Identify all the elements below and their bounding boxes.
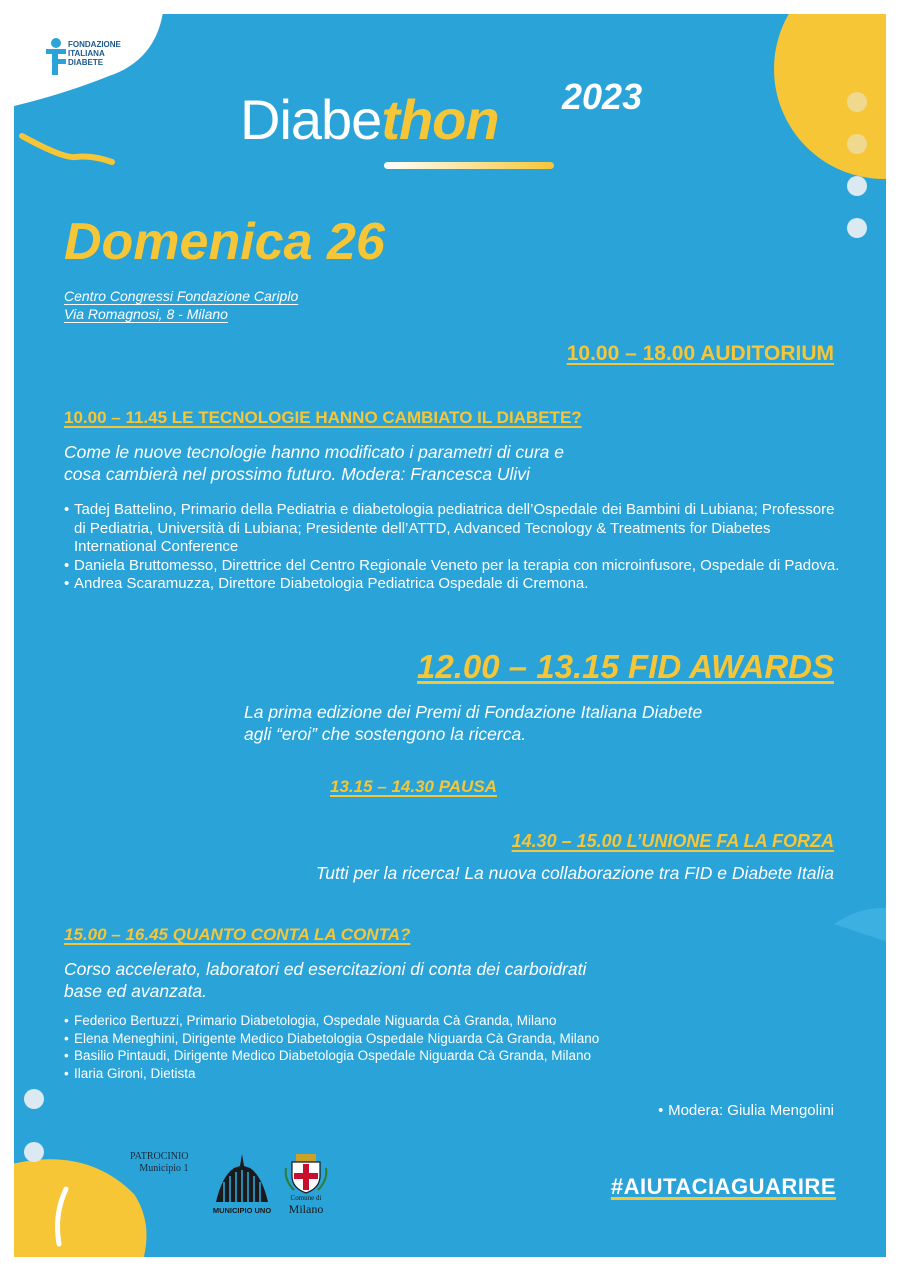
session-awards-title: 12.00 – 13.15 FID AWARDS: [417, 648, 834, 685]
speaker-item: • Federico Bertuzzi, Primario Diabetologia, Ospedale Niguarda Cà Granda, Milano: [64, 1012, 824, 1030]
hashtag: #AIUTACIAGUARIRE: [610, 1174, 836, 1199]
session-tech-speakers: [64, 501, 844, 594]
session-union-title: 14.30 – 15.00 L’UNIONE FA LA FORZA: [511, 831, 834, 851]
decor-dot: [24, 1142, 44, 1162]
speaker-item: • Tadej Battelino, Primario della Pediatria e diabetologia pediatrica dell’Ospedale dei Bambini di Lubiana; Professore di Pediatria, Università di Lubiana; Presidente dell’ATTD, Advanced Tecnology & Treatments for Diabetes International Conference: [64, 501, 844, 557]
venue-name: Centro Congressi Fondazione Cariplo: [64, 288, 299, 304]
moderator-item: • Modera: Giulia Mengolini: [658, 1102, 834, 1119]
comune-text: [276, 1194, 336, 1216]
event-day: Domenica 26: [64, 213, 385, 271]
patrocinio-line2: Municipio 1: [139, 1163, 189, 1174]
municipio-uno-label: MUNICIPIO UNO: [212, 1206, 272, 1215]
speaker-item: • Ilaria Gironi, Dietista: [64, 1065, 824, 1083]
city-crest-icon: [282, 1154, 330, 1194]
session-count-title: 15.00 – 16.45 QUANTO CONTA LA CONTA?: [64, 925, 411, 944]
decor-dot: [847, 134, 867, 154]
title-underline: [384, 162, 554, 169]
session-count-description-line2: base ed avanzata.: [64, 981, 208, 1001]
session-union-description: Tutti per la ricerca! La nuova collaborazione tra FID e Diabete Italia: [315, 863, 834, 883]
speaker-item: • Andrea Scaramuzza, Direttore Diabetologia Pediatrica Ospedale di Cremona.: [64, 575, 844, 594]
comune-line1: Comune di: [290, 1194, 322, 1202]
session-count-description: [64, 958, 586, 1002]
speaker-item: • Elena Meneghini, Dirigente Medico Diabetologia Ospedale Niguarda Cà Granda, Milano: [64, 1030, 824, 1048]
logo-line2: ITALIANA: [68, 49, 105, 58]
fid-logo-text: [68, 40, 121, 67]
edition-year: 2023: [562, 76, 643, 117]
fid-logo-mark: [44, 37, 68, 77]
venue-address: Via Romagnosi, 8 - Milano: [64, 306, 228, 322]
title-part2: thon: [381, 88, 499, 151]
poster: [14, 14, 886, 1257]
comune-line2: Milano: [288, 1202, 324, 1216]
decor-dot: [847, 218, 867, 238]
logo-line1: FONDAZIONE: [68, 40, 121, 49]
decor-dot: [847, 176, 867, 196]
session-count-description-line1: Corso accelerato, laboratori ed esercitazioni di conta dei carboidrati: [64, 959, 587, 979]
session-count-moderator: [658, 1102, 834, 1119]
session-count-speakers: [64, 1012, 824, 1082]
title-part1: Diabe: [240, 88, 382, 151]
session-tech-description-line1: Come le nuove tecnologie hanno modificato i parametri di cura e: [64, 442, 565, 462]
decor-dot: [24, 1089, 44, 1109]
room-schedule: 10.00 – 18.00 AUDITORIUM: [566, 342, 834, 365]
duomo-icon: [210, 1152, 274, 1204]
logo-line3: DIABETE: [68, 58, 104, 67]
session-tech-title: 10.00 – 11.45 LE TECNOLOGIE HANNO CAMBIATO IL DIABETE?: [64, 408, 582, 427]
municipio-uno-logo: [210, 1152, 274, 1218]
patrocinio-line1: PATROCINIO: [130, 1151, 189, 1162]
fid-logo: [44, 34, 134, 84]
session-pause-title: 13.15 – 14.30 PAUSA: [330, 777, 497, 796]
patrocinio-text: [130, 1151, 189, 1175]
diabethon-title: [240, 90, 499, 150]
session-awards-description-line2: agli “eroi” che sostengono la ricerca.: [244, 724, 527, 744]
speaker-item: • Basilio Pintaudi, Dirigente Medico Diabetologia Ospedale Niguarda Cà Granda, Milano: [64, 1047, 824, 1065]
comune-milano-logo: [282, 1154, 330, 1222]
decor-dot: [847, 92, 867, 112]
session-awards-description: [244, 701, 702, 745]
speaker-item: • Daniela Bruttomesso, Direttrice del Centro Regionale Veneto per la terapia con microinfusore, Ospedale di Padova.: [64, 557, 844, 576]
session-awards-description-line1: La prima edizione dei Premi di Fondazione Italiana Diabete: [244, 702, 703, 722]
session-tech-description-line2: cosa cambierà nel prossimo futuro. Modera: Francesca Ulivi: [64, 464, 530, 484]
session-tech-description: [64, 441, 564, 485]
